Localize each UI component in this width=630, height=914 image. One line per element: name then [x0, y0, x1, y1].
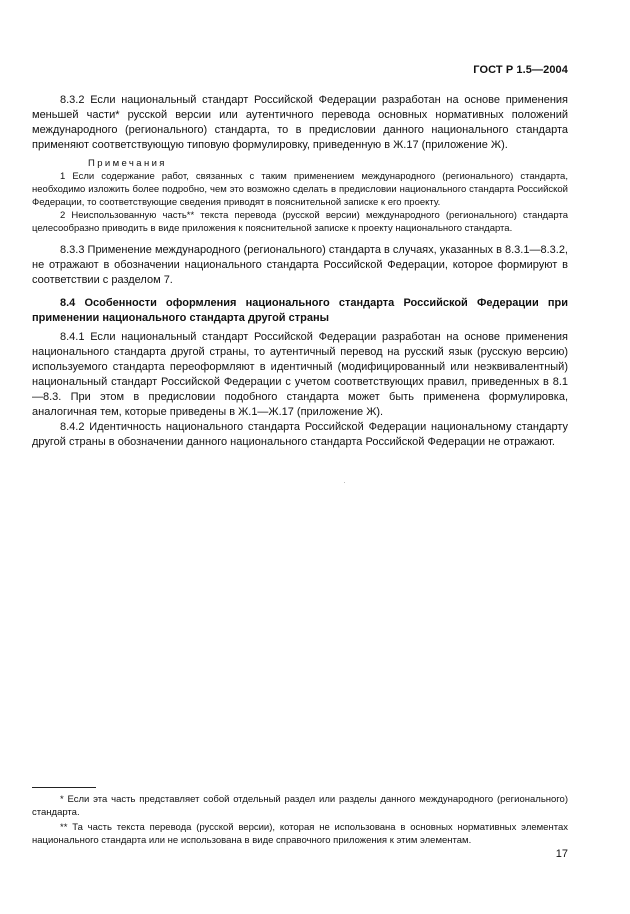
footnote-separator	[32, 787, 96, 788]
document-body	[32, 93, 568, 450]
note-2: 2 Неиспользованную часть** текста перевода (русской версии) международного (регионального) стандарта целесообразно приводить в виде приложения к пояснительной записке к проекту национального стандарта.	[32, 210, 568, 234]
paragraph-8-4-2: 8.4.2 Идентичность национального стандарта Российской Федерации национальному стандарту другой страны в обозначении данного национального стандарта Российской Федерации не отражают.	[32, 421, 568, 448]
note-1: 1 Если содержание работ, связанных с таким применением международного (регионального) стандарта, необходимо изложить более подробно, чем это возможно сделать в предисловии национального стандарта Российской Федерации, то соответствующие сведения приводят в пояснительной записке к его проекту.	[32, 171, 568, 208]
footnote-1: * Если эта часть представляет собой отдельный раздел или разделы данного международного (регионального) стандарта.	[32, 794, 568, 818]
page-number: 17	[555, 848, 568, 860]
footnote-2: ** Та часть текста перевода (русской версии), которая не использована в основных нормативных элементах национального стандарта или не использована в виде справочного приложения к этим элементам.	[32, 822, 568, 846]
standard-code-header: ГОСТ Р 1.5—2004	[473, 64, 568, 76]
scan-speck	[344, 482, 345, 483]
paragraph-8-4-1: 8.4.1 Если национальный стандарт Российской Федерации разработан на основе применения национального стандарта другой страны, то аутентичный перевод на русский язык (русскую версию) используемого стандарта переоформляют в идентичный (модифицированный или неэквивалентный) национальный стандарт Российской Федерации с учетом соответствующих правил, приведенных в 8.1—8.3. При этом в предисловии подобного стандарта может быть применена формулировка, аналогичная тем, которые приведены в Ж.1—Ж.17 (приложение Ж).	[32, 331, 568, 418]
section-heading-8-4: 8.4 Особенности оформления национального стандарта Российской Федерации при применении национального стандарта другой страны	[32, 297, 568, 324]
paragraph-8-3-2: 8.3.2 Если национальный стандарт Российской Федерации разработан на основе применения меньшей части* русской версии или аутентичного перевода основных нормативных положений международного (регионального) стандарта, то в предисловии данного национального стандарта применяют соответствующую типовую формулировку, приведенную в Ж.17 (приложение Ж).	[32, 94, 568, 151]
paragraph-8-3-3: 8.3.3 Применение международного (регионального) стандарта в случаях, указанных в 8.3.1—8.3.2, не отражают в обозначении национального стандарта Российской Федерации, которое формируют в соответствии с разделом 7.	[32, 244, 568, 286]
notes-title: Примечания	[88, 158, 167, 169]
footnotes	[32, 793, 568, 847]
